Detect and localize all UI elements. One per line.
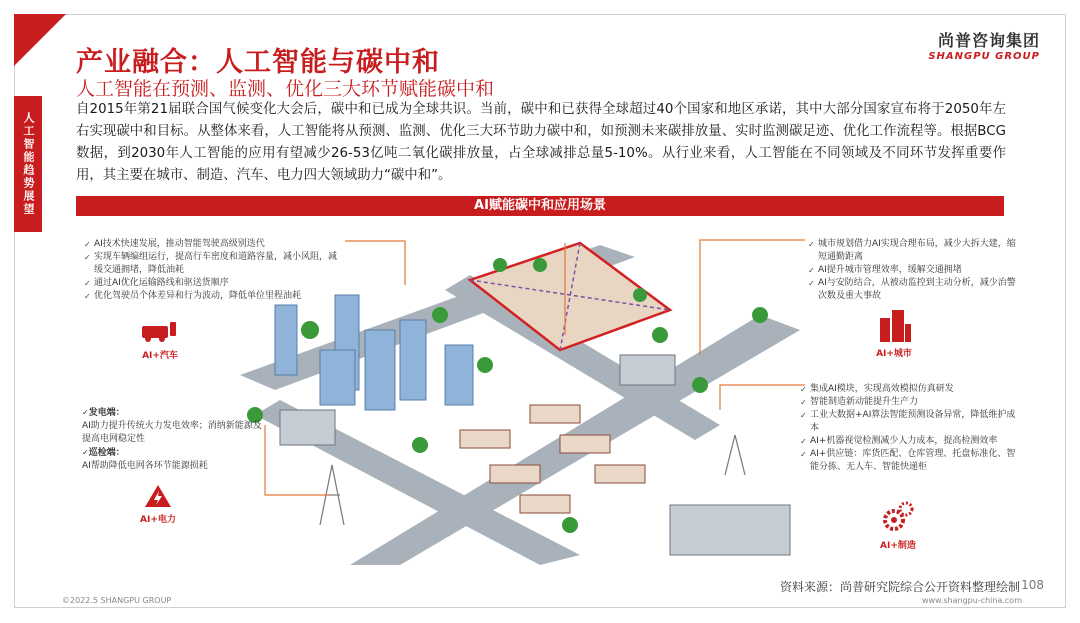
brand-logo: [928, 28, 1040, 62]
list-item: ✓ 智能制造新动能提升生产力: [800, 396, 1022, 409]
list-item: ✓ 实现车辆编组运行，提高行车密度和道路容量，减小风阻，减缓交通拥堵，降低油耗: [84, 251, 344, 277]
corner-accent: [14, 14, 66, 66]
list-item: ✓ 集成AI模块，实现高效模拟仿真研发: [800, 383, 1022, 396]
city-buildings-icon: [876, 308, 912, 342]
page-title: 产业融合：人工智能与碳中和: [76, 47, 440, 78]
power-inspection-title: ✓ 巡检端：: [82, 446, 262, 460]
ai-auto-badge: [140, 318, 180, 361]
ai-city-badge: [876, 308, 912, 359]
list-item: ✓ 工业大数据+AI算法智能预测设备异常，降低维护成本: [800, 409, 1022, 435]
intro-paragraph: 自2015年第21届联合国气候变化大会后，碳中和已成为全球共识。当前，碳中和已获得全球超过40个国家和地区承诺，其中大部分国家宣布将于2050年左右实现碳中和目标。从整体来看，人工智能将从预测、监测、优化三大环节助力碳中和，如预测未来碳排放量、实时监测碳足迹、优化工作流程等。根据BCG数据，到2030年人工智能的应用有望减少26-53亿吨二氧化碳排放量，占全球减排总量5-10%。从行业来看，人工智能在不同领域及不同环节发挥重要作用，其主要在城市、制造、汽车、电力四大领域助力“碳中和”。: [76, 102, 1006, 183]
page-number: 108: [1021, 578, 1044, 592]
section-banner: AI赋能碳中和应用场景: [76, 196, 1004, 216]
city-bullet-list: [808, 238, 1023, 303]
footer-website: www.shangpu-china.com: [921, 596, 1022, 605]
list-item: ✓ 优化驾驶员个体差异和行为波动，降低单位里程油耗: [84, 290, 344, 303]
power-gen-text: AI助力提升传统火力发电效率；消纳新能源及提高电网稳定性: [82, 421, 262, 444]
list-item: ✓ 通过AI优化运输路线和驱送货顺序: [84, 277, 344, 290]
list-item: ✓ 城市规划借力AI实现合理布局，减少大拆大建，缩短通勤距离: [808, 238, 1023, 264]
brand-name-cn: 尚普咨询集团: [937, 31, 1040, 50]
badge-label: AI+城市: [876, 349, 912, 359]
badge-label: AI+制造: [880, 541, 916, 551]
manufacturing-bullet-list: [800, 383, 1022, 474]
list-item: ✓ AI提升城市管理效率，缓解交通拥堵: [808, 264, 1023, 277]
list-item: ✓ AI与安防结合，从被动监控到主动分析，减少治警次数及重大事故: [808, 277, 1023, 303]
power-gen-title: ✓ 发电端：: [82, 406, 262, 420]
ai-manufacturing-badge: [880, 500, 916, 551]
power-section: [82, 406, 262, 473]
car-icon: [140, 318, 180, 344]
brand-name-en: SHANGPU GROUP: [928, 51, 1040, 62]
badge-label: AI+电力: [140, 515, 176, 525]
page-subtitle: 人工智能在预测、监测、优化三大环节赋能碳中和: [76, 78, 495, 100]
source-note: 资料来源：尚普研究院综合公开资料整理绘制: [779, 580, 1020, 594]
gears-icon: [881, 500, 915, 534]
power-inspection-text: AI帮助降低电网各环节能源损耗: [82, 461, 208, 471]
lightning-warning-icon: [144, 484, 172, 508]
badge-label: AI+汽车: [142, 351, 178, 361]
side-tab: 人工智能趋势展望: [14, 96, 42, 232]
footer-copyright: ©2022.5 SHANGPU GROUP: [62, 596, 172, 605]
auto-bullet-list: [84, 238, 344, 303]
ai-power-badge: [140, 484, 176, 525]
list-item: ✓ AI技术快速发展，推动智能驾驶高级别迭代: [84, 238, 344, 251]
list-item: ✓ AI+供应链：库货匹配、仓库管理、托盘标准化、智能分拣、无人车、智能快递柜: [800, 448, 1022, 474]
list-item: ✓ AI+机器视觉检测减少人力成本，提高检测效率: [800, 435, 1022, 448]
